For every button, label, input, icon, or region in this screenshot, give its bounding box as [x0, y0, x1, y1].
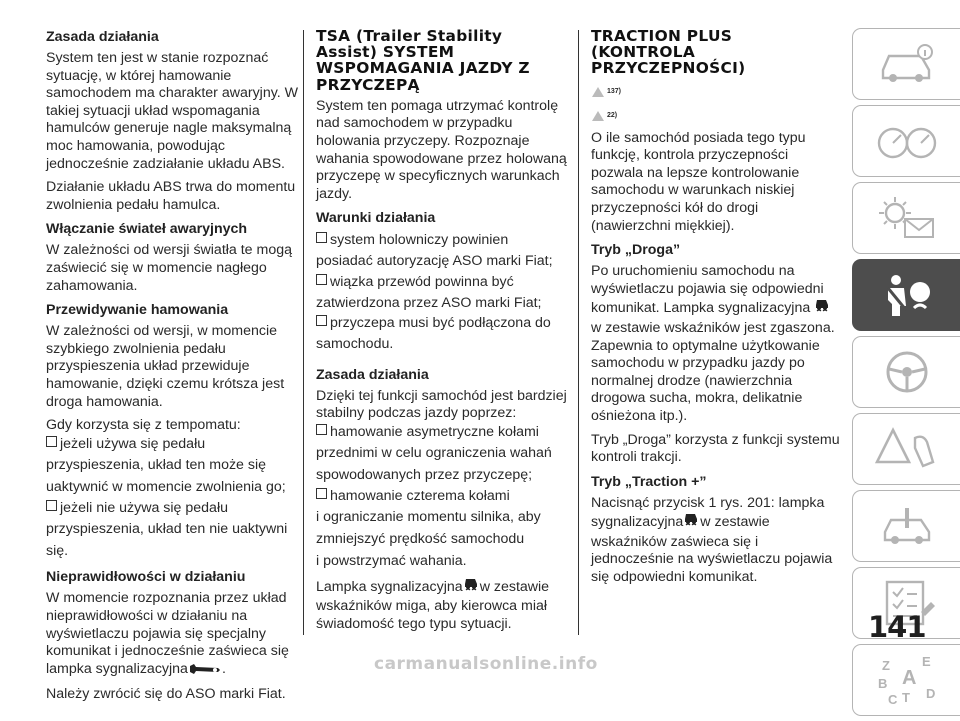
heading-przewidywanie-hamowania: Przewidywanie hamowania — [46, 302, 229, 319]
warning-note: 137) — [591, 82, 841, 102]
paragraph: W momencie rozpoznania przez układ nieprawidłowości w działaniu na wyświetlaczu pojawia się specjalny komunikat i jednocześnie zaświeca się lampka sygnalizacyjna . — [46, 590, 304, 680]
heading-zasada-dzialania: Zasada działania — [46, 29, 159, 45]
paragraph: Należy zwrócić się do ASO marki Fiat. — [46, 686, 286, 703]
paragraph: Lampka sygnalizacyjna w zestawie wskaźników miga, aby kierowca miał świadomość tego typu sytuacji. — [316, 578, 550, 632]
paragraph: W zależności od wersji, w momencie szybkiego zwolnienia pedału przyspieszenia układ przewiduje hamowanie, dzięki czemu krótsza jest droga hamowania. — [46, 323, 285, 410]
heading-warunki-dzialania: Warunki działania — [316, 210, 436, 227]
svg-text:Z: Z — [881, 658, 890, 673]
paragraph: Dzięki tej funkcji samochód jest bardziej stabilny podczas jazdy poprzez: — [316, 387, 567, 422]
heading-nieprawidlowosci: Nieprawidłowości w działaniu — [46, 569, 246, 586]
checkbox-bullet-icon — [316, 232, 327, 243]
svg-text:E: E — [921, 654, 931, 669]
svg-text:A: A — [901, 667, 916, 689]
paragraph: O ile samochód posiada tego typu funkcję, kontrola przyczepności pozwala na lepsze kontrolowanie samochodu w warunkach niskiej przyczepności kół do drogi (nawierzchni miękkiej). — [591, 129, 806, 234]
tab-index[interactable] — [852, 644, 960, 716]
section-title-tsa: TSA (Trailer Stability Assist) SYSTEM WSPOMAGANIA JAZDY Z PRZYCZEPĄ — [316, 27, 530, 94]
condition-item: system holowniczy powinien posiadać autoryzację ASO marki Fiat; — [316, 232, 553, 270]
warning-triangle-icon — [591, 86, 605, 98]
warning-triangle-icon — [875, 424, 939, 474]
lights-message-icon — [875, 193, 939, 243]
paragraph: System ten pomaga utrzymać kontrolę nad samochodem w przypadku holowania przyczepy. Rozpoznaje wahania spowodowane przez holowaną przyczepę w specyficznych warunkach jazdy. — [316, 97, 567, 202]
checkbox-bullet-icon — [316, 315, 327, 326]
svg-text:C: C — [887, 692, 897, 707]
steering-wheel-icon — [882, 347, 932, 397]
paragraph: System ten jest w stanie rozpoznać sytuację, w której hamowanie samochodem ma charakter awaryjny. W takiej sytuacji układ wspomagania hamulców generuje nagle maksymalną moc hamowania, powodując jednocześnie zadziałanie układu ABS. — [46, 50, 299, 172]
tab-safety[interactable] — [852, 259, 960, 331]
checkbox-bullet-icon — [316, 488, 327, 499]
checkbox-bullet-icon — [316, 274, 327, 285]
paragraph: Nacisnąć przycisk 1 rys. 201: lampka sygnalizacyjna w zestawie wskaźników zaświeca się i jednocześnie na wyświetlaczu pojawia się odpowiedni komunikat. — [591, 494, 833, 586]
index-letters-icon — [872, 652, 942, 708]
bullet-item: jeżeli nie używa się pedału przyspieszenia, układ ten nie uaktywni się. — [46, 499, 288, 559]
heading-tryb-traction: Tryb „Traction +” — [591, 473, 707, 490]
checkbox-bullet-icon — [46, 436, 57, 447]
condition-item: wiązka przewód powinna być zatwierdzona przez ASO marki Fiat; — [316, 273, 542, 311]
heading-zasada-dzialania: Zasada działania — [316, 366, 429, 383]
wrench-car-icon — [875, 504, 939, 548]
checkbox-bullet-icon — [46, 500, 57, 511]
watermark: carmanualsonline.info — [374, 654, 598, 674]
seat-belt-airbag-icon — [878, 270, 936, 320]
paragraph: Po uruchomieniu samochodu na wyświetlaczu pojawia się odpowiedni komunikat. Lampka sygnalizacyjna w zestawie wskaźników jest zgaszona. Zapewnia to optymalne użytkowanie samochodu w przypadku jazdy po normalnej drodze (nawierzchnia drogowa sucha, mokra, delikatnie ośnieżona itp.). — [591, 263, 835, 424]
bullet-item: hamowanie asymetryczne kołami przednimi w celu ograniczenia wahań spowodowanych przez przyczepę; — [316, 423, 552, 484]
paragraph: Tryb „Droga” korzysta z funkcji systemu kontroli trakcji. — [591, 431, 840, 466]
column-3 — [591, 28, 841, 593]
warning-triangle-icon — [591, 110, 605, 122]
paragraph: Działanie układu ABS trwa do momentu zwolnienia pedału hamulca. — [46, 179, 296, 213]
svg-text:D: D — [925, 686, 935, 701]
car-info-icon — [877, 42, 937, 86]
column-1 — [46, 28, 304, 710]
skidding-car-icon — [683, 512, 700, 534]
column-divider — [303, 30, 304, 635]
bullet-item: jeżeli używa się pedału przyspieszenia, układ ten może się uaktywnić w momencie zwolnienia go; — [46, 435, 286, 496]
skidding-car-icon — [814, 298, 831, 320]
tab-car-info[interactable] — [852, 28, 960, 100]
paragraph: Gdy korzysta się z tempomatu: — [46, 417, 241, 434]
svg-text:B: B — [877, 676, 887, 691]
column-2 — [316, 28, 568, 640]
tab-emergency[interactable] — [852, 413, 960, 485]
info-note: 22) — [591, 106, 841, 126]
section-title-traction-plus: TRACTION PLUS (KONTROLA PRZYCZEPNOŚCI) — [591, 27, 746, 78]
checkbox-bullet-icon — [316, 424, 327, 435]
skidding-car-icon — [463, 577, 480, 599]
page-number: 141 — [868, 610, 926, 644]
tab-maintenance[interactable] — [852, 490, 960, 562]
tab-driving[interactable] — [852, 336, 960, 408]
paragraph: W zależności od wersji światła te mogą zaświecić się w momencie nagłego zahamowania. — [46, 242, 293, 294]
dashboard-gauge-icon — [875, 121, 939, 161]
tab-dashboard[interactable] — [852, 105, 960, 177]
column-divider — [578, 30, 579, 635]
heading-tryb-droga: Tryb „Droga” — [591, 242, 681, 259]
condition-item: przyczepa musi być podłączona do samochodu. — [316, 315, 551, 353]
heading-swiatla-awaryjne: Włączanie świateł awaryjnych — [46, 221, 248, 238]
svg-text:T: T — [901, 690, 910, 705]
tab-lights[interactable] — [852, 182, 960, 254]
bullet-item: hamowanie czterema kołami i ograniczanie momentu silnika, aby zmniejszyć prędkość samochodu i powstrzymać wahania. — [316, 487, 541, 570]
